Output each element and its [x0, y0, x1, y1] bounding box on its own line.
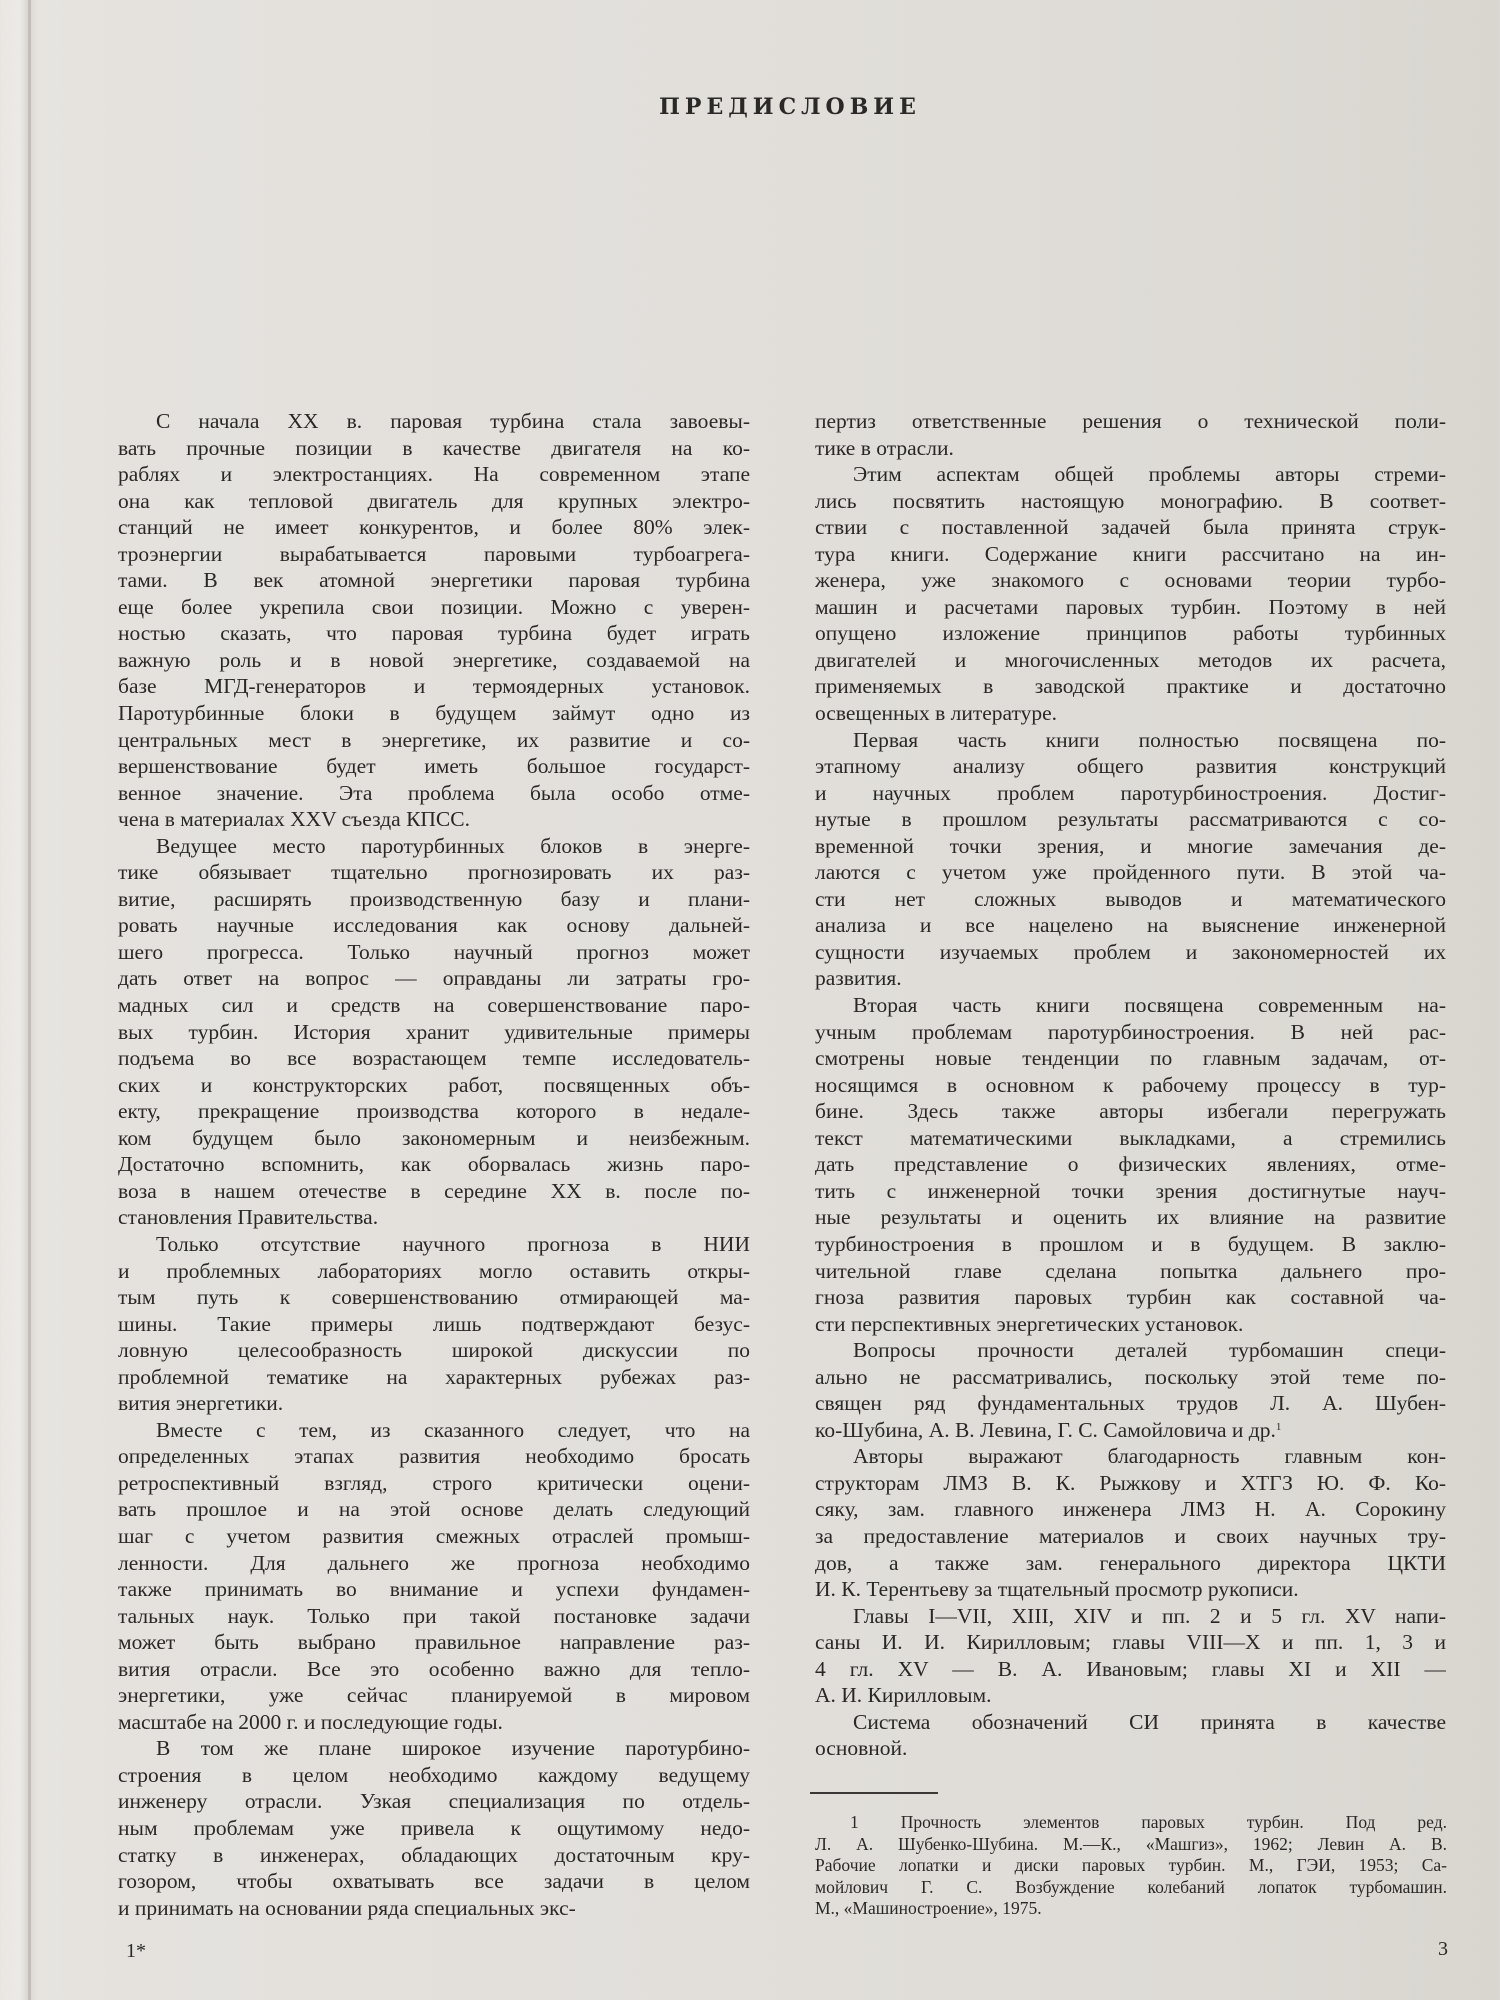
text-line: также принимать во внимание и успехи фундамен-	[118, 1577, 750, 1602]
text-line: гноза развития паровых турбин как составной ча-	[815, 1285, 1446, 1310]
text-line: И. К. Терентьеву за тщательный просмотр рукописи.	[815, 1577, 1299, 1602]
text-line: она как тепловой двигатель для крупных электро-	[118, 488, 750, 513]
text-line: дать ответ на вопрос — оправданы ли затраты гро-	[118, 966, 750, 991]
text-line: развития.	[815, 966, 902, 991]
text-line: тить с инженерной точки зрения достигнутые науч-	[815, 1178, 1446, 1203]
text-line: мадных сил и средств на совершенствование паро-	[118, 993, 750, 1018]
page-number: 3	[1438, 1938, 1448, 1960]
text-line: вать прошлое и на этой основе делать следующий	[118, 1497, 750, 1522]
text-line: сти нет сложных выводов и математического	[815, 886, 1446, 911]
text-line: чительной главе сделана попытка дальнего про-	[815, 1258, 1446, 1283]
text-line: проблемной тематике на характерных рубежах раз-	[118, 1364, 750, 1389]
text-line: временной точки зрения, и многие замечания де-	[815, 833, 1446, 858]
text-line: тами. В век атомной энергетики паровая турбина	[118, 568, 750, 593]
text-line: Главы I—VII, XIII, XIV и пп. 2 и 5 гл. XV напи-	[853, 1603, 1446, 1628]
text-line: священ ряд фундаментальных трудов Л. А. Шубен-	[815, 1391, 1446, 1416]
footnote-line: Рабочие лопатки и диски паровых турбин. М., ГЭИ, 1953; Са-	[815, 1855, 1447, 1876]
text-line: тура книги. Содержание книги рассчитано на ин-	[815, 541, 1446, 566]
right-column	[815, 408, 1446, 1762]
text-line: ально не рассматривались, поскольку этой теме по-	[815, 1364, 1446, 1389]
text-line: за предоставление материалов и своих научных тру-	[815, 1523, 1446, 1548]
text-line: А. И. Кирилловым.	[815, 1683, 992, 1708]
text-line: становления Правительства.	[118, 1205, 379, 1230]
text-line: Система обозначений СИ принята в качестве	[853, 1709, 1446, 1734]
text-line: ровать научные исследования как основу дальней-	[118, 913, 750, 938]
text-line: дов, а также зам. генерального директора ЦКТИ	[815, 1550, 1446, 1575]
text-line: анализа и все нацелено на выяснение инженерной	[815, 913, 1446, 938]
footnote-line: 1 Прочность элементов паровых турбин. Под ред.	[850, 1812, 1447, 1832]
text-line: вых турбин. История хранит удивительные примеры	[118, 1019, 750, 1044]
text-line: шего прогресса. Только научный прогноз может	[118, 939, 750, 964]
text-line: и проблемных лабораториях могло оставить откры-	[118, 1258, 750, 1283]
page-title: ПРЕДИСЛОВИЕ	[659, 94, 921, 120]
text-line: основной.	[815, 1736, 908, 1761]
text-line: вать прочные позиции в качестве двигателя на ко-	[118, 435, 750, 460]
footnote-line: Л. А. Шубенко-Шубина. М.—К., «Машгиз», 1962; Левин А. В.	[815, 1833, 1447, 1854]
text-line: вития энергетики.	[118, 1391, 284, 1416]
text-line: турбиностроения в прошлом и в будущем. В заклю-	[815, 1231, 1446, 1256]
text-line: базе МГД-генераторов и термоядерных установок.	[118, 674, 750, 699]
text-line: лаются с учетом уже пройденного пути. В этой ча-	[815, 860, 1446, 885]
text-line: чена в материалах XXV съезда КПСС.	[118, 807, 470, 832]
text-line: смотрены новые тенденции по главным задачам, от-	[815, 1046, 1446, 1071]
text-line: воза в нашем отечестве в середине XX в. после по-	[118, 1178, 750, 1203]
text-line: Этим аспектам общей проблемы авторы стреми-	[853, 462, 1446, 487]
text-line: дать представление о физических явлениях, отме-	[815, 1152, 1446, 1177]
text-line: ные результаты и оценить их влияние на развитие	[815, 1205, 1446, 1230]
text-line: раблях и электростанциях. На современном этапе	[118, 462, 750, 487]
text-line: текст математическими выкладками, а стремились	[815, 1125, 1446, 1150]
text-line: подъема во все возрастающем темпе исследователь-	[118, 1046, 750, 1071]
text-line: Ведущее место паротурбинных блоков в энерге-	[156, 833, 750, 858]
text-line: Только отсутствие научного прогноза в НИИ	[156, 1231, 750, 1256]
footnote-line: М., «Машиностроение», 1975.	[815, 1898, 1042, 1919]
text-line: ствии с поставленной задачей была принята струк-	[815, 515, 1446, 540]
text-line: нутые в прошлом результаты рассматриваются с со-	[815, 807, 1446, 832]
text-line: строения в целом необходимо каждому ведущему	[118, 1762, 750, 1787]
text-line: гозором, чтобы охватывать все задачи в целом	[118, 1869, 750, 1894]
text-line: центральных мест в энергетике, их развитие и со-	[118, 727, 750, 752]
text-line: пертиз ответственные решения о технической поли-	[815, 409, 1446, 433]
text-line: шаг с учетом развития смежных отраслей промыш-	[118, 1523, 750, 1548]
signature-mark: 1*	[126, 1940, 146, 1962]
text-line: тым путь к совершенствованию отмирающей ма-	[118, 1285, 750, 1310]
left-column	[118, 408, 750, 1921]
text-line: важную роль и в новой энергетике, создаваемой на	[118, 647, 750, 672]
text-line: статку в инженерах, обладающих достаточным кру-	[118, 1842, 750, 1867]
text-line: женера, уже знакомого с основами теории турбо-	[815, 568, 1446, 593]
text-line: ным проблемам уже привела к ощутимому недо-	[118, 1815, 750, 1840]
footnote	[815, 1812, 1447, 1920]
footnote-line: мойлович Г. С. Возбуждение колебаний лопаток турбомашин.	[815, 1876, 1447, 1897]
text-line: троэнергии вырабатывается паровыми турбоагрега-	[118, 541, 750, 566]
text-line: носящимся в основном к рабочему процессу в тур-	[815, 1072, 1446, 1097]
text-line: освещенных в литературе.	[815, 701, 1058, 726]
text-line: двигателей и многочисленных методов их расчета,	[815, 647, 1446, 672]
text-line: ских и конструкторских работ, посвященных объ-	[118, 1072, 750, 1097]
text-line: шины. Такие примеры лишь подтверждают безус-	[118, 1311, 750, 1336]
text-line: Первая часть книги полностью посвящена по-	[853, 727, 1446, 752]
text-line: венное значение. Эта проблема была особо отме-	[118, 780, 750, 805]
text-line: Авторы выражают благодарность главным кон-	[853, 1444, 1446, 1469]
text-line: масштабе на 2000 г. и последующие годы.	[118, 1709, 503, 1734]
text-line: 4 гл. XV — В. А. Ивановым; главы XI и XII —	[815, 1656, 1446, 1681]
text-line: ностью сказать, что паровая турбина будет играть	[118, 621, 750, 646]
text-line: машин и расчетами паровых турбин. Поэтому в ней	[815, 594, 1446, 619]
text-line: екту, прекращение производства которого в недале-	[118, 1099, 750, 1124]
text-line: Паротурбинные блоки в будущем займут одно из	[118, 701, 750, 726]
text-line: сти перспективных энергетических установок.	[815, 1311, 1244, 1336]
text-line: вершенствование будет иметь большое государст-	[118, 754, 750, 779]
text-line: учным проблемам паротурбиностроения. В ней рас-	[815, 1019, 1446, 1044]
text-line: тике обязывает тщательно прогнозировать их раз-	[118, 860, 750, 885]
text-line: ретроспективный взгляд, строго критически оцени-	[118, 1470, 750, 1495]
text-line: опущено изложение принципов работы турбинных	[815, 621, 1446, 646]
text-line: Вторая часть книги посвящена современным на-	[853, 993, 1446, 1018]
footnote-separator	[810, 1792, 938, 1794]
text-line: ленности. Для дальнего же прогноза необходимо	[118, 1550, 750, 1575]
text-line: инженеру отрасли. Узкая специализация по отдель-	[118, 1789, 750, 1814]
text-line: С начала XX в. паровая турбина стала завоевы-	[156, 409, 750, 433]
text-line: определенных этапах развития необходимо бросать	[118, 1444, 750, 1469]
text-line: ко-Шубина, А. В. Левина, Г. С. Самойловича и др.$^1$	[815, 1417, 1282, 1442]
text-line: и научных проблем паротурбиностроения. Достиг-	[815, 780, 1446, 805]
text-line: и принимать на основании ряда специальных экс-	[118, 1895, 576, 1920]
text-line: сяку, зам. главного инженера ЛМЗ Н. А. Сорокину	[815, 1497, 1446, 1522]
text-line: Вопросы прочности деталей турбомашин специ-	[853, 1338, 1446, 1363]
text-line: лись посвятить настоящую монографию. В соответ-	[815, 488, 1446, 513]
text-line: сущности изучаемых проблем и закономерностей их	[815, 939, 1446, 964]
page-gutter-edge	[28, 0, 31, 2000]
footnote-reference[interactable]: 1	[1275, 1420, 1282, 1433]
text-line: вития отрасли. Все это особенно важно для тепло-	[118, 1656, 750, 1681]
text-line: тальных наук. Только при такой постановке задачи	[118, 1603, 750, 1628]
text-line: витие, расширять производственную базу и плани-	[118, 886, 750, 911]
text-line: саны И. И. Кирилловым; главы VIII—X и пп. 1, 3 и	[815, 1630, 1446, 1655]
text-line: еще более укрепила свои позиции. Можно с уверен-	[118, 594, 750, 619]
text-line: ком будущем было закономерным и неизбежным.	[118, 1125, 750, 1150]
text-line: структорам ЛМЗ В. К. Рыжкову и ХТГЗ Ю. Ф. Ко-	[815, 1470, 1446, 1495]
text-line: В том же плане широкое изучение паротурбино-	[156, 1736, 750, 1761]
text-line: применяемых в заводской практике и достаточно	[815, 674, 1446, 699]
text-line: бине. Здесь также авторы избегали перегружать	[815, 1099, 1446, 1124]
text-line: Вместе с тем, из сказанного следует, что на	[156, 1417, 750, 1442]
text-line: этапному анализу общего развития конструкций	[815, 754, 1446, 779]
text-line: Достаточно вспомнить, как оборвалась жизнь паро-	[118, 1152, 750, 1177]
text-line: станций не имеет конкурентов, и более 80% элек-	[118, 515, 750, 540]
text-line: энергетики, уже сейчас планируемой в мировом	[118, 1683, 750, 1708]
text-line: может быть выбрано правильное направление раз-	[118, 1630, 750, 1655]
text-line: ловную целесообразность широкой дискуссии по	[118, 1338, 750, 1363]
text-line: тике в отрасли.	[815, 435, 954, 460]
